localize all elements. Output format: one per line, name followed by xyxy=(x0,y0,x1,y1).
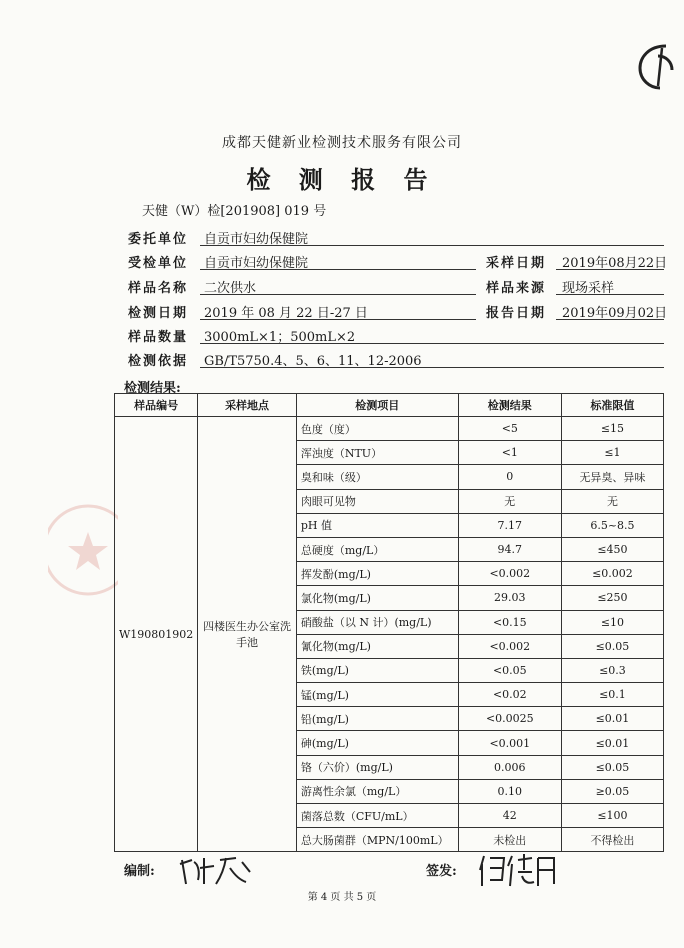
limit-cell: ≤15 xyxy=(561,417,663,441)
editor-signature xyxy=(176,850,266,890)
client-label: 委托单位 xyxy=(128,232,189,247)
result-cell: 0.10 xyxy=(458,779,561,803)
limit-cell: ≤0.3 xyxy=(561,658,663,682)
item-cell: 游离性余氯（mg/L） xyxy=(296,779,458,803)
location-cell: 四楼医生办公室洗手池 xyxy=(198,417,297,852)
underline xyxy=(200,245,664,246)
limit-cell: ≤100 xyxy=(561,804,663,828)
basis-value: GB/T5750.4、5、6、11、12-2006 xyxy=(204,354,422,369)
sample-name-value: 二次供水 xyxy=(204,281,257,296)
result-cell: <0.15 xyxy=(458,610,561,634)
underline xyxy=(556,294,664,295)
page-number: 第 4 页 共 5 页 xyxy=(307,892,377,903)
result-cell: 29.03 xyxy=(458,586,561,610)
result-cell: <1 xyxy=(458,441,561,465)
result-cell: 7.17 xyxy=(458,513,561,537)
underline xyxy=(200,367,664,368)
limit-cell: ≤1 xyxy=(561,441,663,465)
sample-source-label: 样品来源 xyxy=(486,281,547,296)
item-cell: pH 值 xyxy=(296,513,458,537)
client-value: 自贡市妇幼保健院 xyxy=(204,232,309,247)
item-cell: 铅(mg/L) xyxy=(296,707,458,731)
limit-cell: ≤450 xyxy=(561,537,663,561)
sample-source-value: 现场采样 xyxy=(562,281,615,296)
result-cell: <0.05 xyxy=(458,658,561,682)
item-cell: 氰化物(mg/L) xyxy=(296,634,458,658)
item-cell: 总大肠菌群（MPN/100mL） xyxy=(296,828,458,852)
limit-cell: ≤0.05 xyxy=(561,634,663,658)
results-table xyxy=(114,393,664,852)
limit-cell: 无 xyxy=(561,489,663,513)
report-number: 天健（W）检[201908] 019 号 xyxy=(142,204,327,219)
limit-cell: 无异臭、异味 xyxy=(561,465,663,489)
quantity-label: 样品数量 xyxy=(128,330,189,345)
inspected-value: 自贡市妇幼保健院 xyxy=(204,256,309,271)
result-cell: <0.002 xyxy=(458,562,561,586)
table-header-row xyxy=(115,394,664,417)
seal-stamp-icon xyxy=(48,500,118,600)
result-cell: 42 xyxy=(458,804,561,828)
table-row xyxy=(115,417,664,441)
result-cell: 94.7 xyxy=(458,537,561,561)
sampling-date-label: 采样日期 xyxy=(486,256,547,271)
result-cell: <5 xyxy=(458,417,561,441)
item-cell: 肉眼可见物 xyxy=(296,489,458,513)
header-location: 采样地点 xyxy=(198,394,297,417)
header-sample-id: 样品编号 xyxy=(115,394,198,417)
header-item: 检测项目 xyxy=(296,394,458,417)
item-cell: 砷(mg/L) xyxy=(296,731,458,755)
limit-cell: ≤0.05 xyxy=(561,755,663,779)
table-body xyxy=(115,417,664,852)
item-cell: 色度（度） xyxy=(296,417,458,441)
sample-id-cell: W190801902 xyxy=(115,417,198,852)
report-title: 检 测 报 告 xyxy=(246,165,438,194)
result-cell: 0.006 xyxy=(458,755,561,779)
result-cell: <0.0025 xyxy=(458,707,561,731)
underline xyxy=(200,343,664,344)
underline xyxy=(200,269,476,270)
result-cell: <0.002 xyxy=(458,634,561,658)
results-label: 检测结果: xyxy=(124,381,181,396)
item-cell: 氯化物(mg/L) xyxy=(296,586,458,610)
signer-label: 签发: xyxy=(426,864,457,879)
limit-cell: 不得检出 xyxy=(561,828,663,852)
result-cell: 0 xyxy=(458,465,561,489)
item-cell: 总硬度（mg/L） xyxy=(296,537,458,561)
underline xyxy=(200,294,476,295)
signer-signature xyxy=(476,850,566,890)
underline xyxy=(556,319,664,320)
limit-cell: ≤250 xyxy=(561,586,663,610)
inspected-label: 受检单位 xyxy=(128,256,189,271)
editor-label: 编制: xyxy=(124,864,155,879)
result-cell: <0.001 xyxy=(458,731,561,755)
item-cell: 菌落总数（CFU/mL） xyxy=(296,804,458,828)
item-cell: 浑浊度（NTU） xyxy=(296,441,458,465)
item-cell: 挥发酚(mg/L) xyxy=(296,562,458,586)
result-cell: 未检出 xyxy=(458,828,561,852)
header-limit: 标准限值 xyxy=(561,394,663,417)
result-cell: 无 xyxy=(458,489,561,513)
limit-cell: ≤0.1 xyxy=(561,683,663,707)
item-cell: 臭和味（级） xyxy=(296,465,458,489)
company-name: 成都天健新业检测技术服务有限公司 xyxy=(222,135,462,151)
limit-cell: ≤0.01 xyxy=(561,731,663,755)
result-cell: <0.02 xyxy=(458,683,561,707)
limit-cell: ≤0.01 xyxy=(561,707,663,731)
company-logo-icon xyxy=(636,42,680,92)
limit-cell: ≤10 xyxy=(561,610,663,634)
item-cell: 铁(mg/L) xyxy=(296,658,458,682)
quantity-value: 3000mL×1；500mL×2 xyxy=(204,330,356,345)
item-cell: 锰(mg/L) xyxy=(296,683,458,707)
item-cell: 硝酸盐（以 N 计）(mg/L) xyxy=(296,610,458,634)
item-cell: 铬（六价）(mg/L) xyxy=(296,755,458,779)
basis-label: 检测依据 xyxy=(128,354,189,369)
test-date-value: 2019 年 08 月 22 日-27 日 xyxy=(204,306,368,321)
limit-cell: ≤0.002 xyxy=(561,562,663,586)
limit-cell: 6.5~8.5 xyxy=(561,513,663,537)
sample-name-label: 样品名称 xyxy=(128,281,189,296)
report-date-value: 2019年09月02日 xyxy=(562,306,668,321)
underline xyxy=(200,319,476,320)
sampling-date-value: 2019年08月22日 xyxy=(562,256,668,271)
header-result: 检测结果 xyxy=(458,394,561,417)
underline xyxy=(556,269,664,270)
report-date-label: 报告日期 xyxy=(486,306,547,321)
test-date-label: 检测日期 xyxy=(128,306,189,321)
limit-cell: ≥0.05 xyxy=(561,779,663,803)
